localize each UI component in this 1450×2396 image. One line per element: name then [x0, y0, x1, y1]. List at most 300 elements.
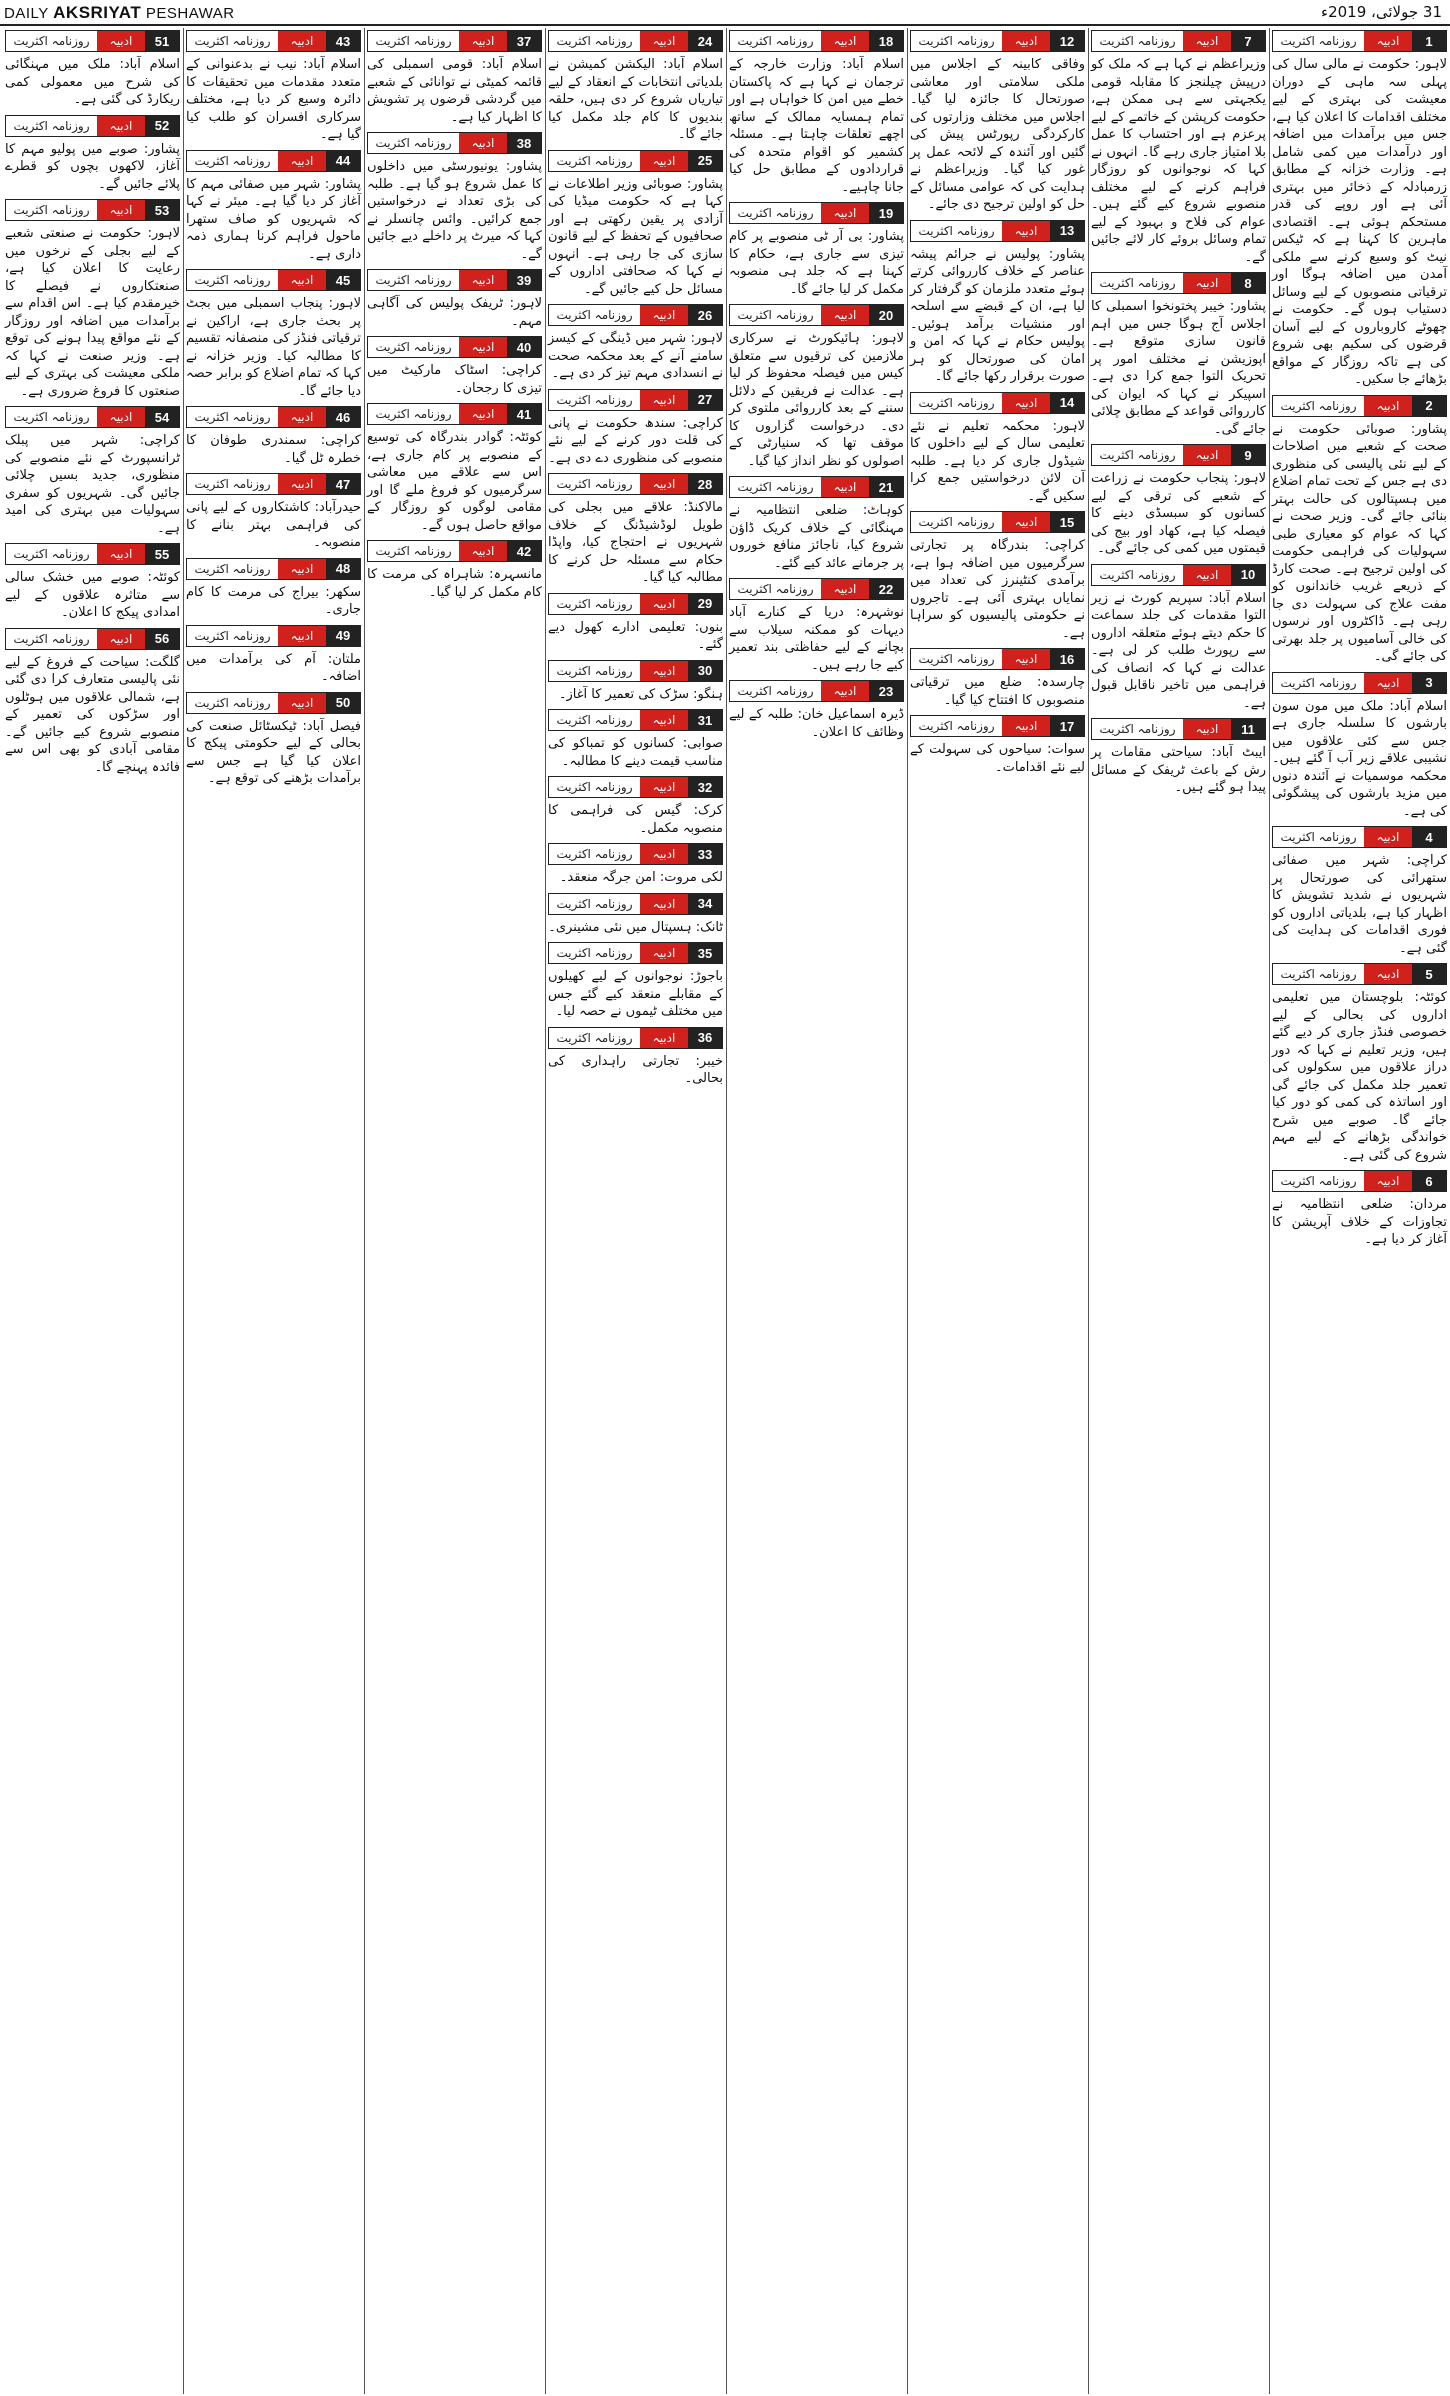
- news-item: [910, 392, 1085, 506]
- news-item-header: [5, 628, 180, 650]
- item-number: 29: [688, 594, 722, 614]
- publication-label: روزنامہ اکثریت: [1092, 31, 1183, 51]
- news-item: [5, 115, 180, 194]
- section-tag: ادبیہ: [640, 844, 688, 864]
- item-number: 3: [1412, 673, 1446, 693]
- news-item: [729, 304, 904, 470]
- news-item: [548, 150, 723, 299]
- news-item-header: [910, 220, 1085, 242]
- news-text: کراچی: بندرگاہ پر تجارتی سرگرمیوں میں اضافہ ہوا ہے، برآمدی کنٹینرز کی تعداد میں نمایاں بہتری آئی ہے۔ تاجروں نے حکومتی پالیسیوں کو سراہا ہے۔: [910, 538, 1085, 641]
- news-item: [186, 406, 361, 467]
- news-item-header: [729, 680, 904, 702]
- item-number: 24: [688, 31, 722, 51]
- section-tag: ادبیہ: [640, 710, 688, 730]
- news-item-header: [1091, 718, 1266, 740]
- news-item: [5, 628, 180, 777]
- news-text: ایبٹ آباد: سیاحتی مقامات پر رش کے باعث ٹریفک کے مسائل پیدا ہو گئے ہیں۔: [1091, 745, 1266, 795]
- news-text: لاہور: پنجاب حکومت نے زراعت کے شعبے کی ترقی کے لیے کسانوں کو سبسڈی دینے کا فیصلہ کیا ہے، کھاد اور بیج کی قیمتوں میں کمی کی جائے گی۔: [1091, 471, 1266, 556]
- publication-label: روزنامہ اکثریت: [549, 390, 640, 410]
- news-text: ٹانک: ہسپتال میں نئی مشینری۔: [548, 919, 723, 935]
- news-item: [186, 30, 361, 144]
- news-text: کراچی: سندھ حکومت نے پانی کی قلت دور کرنے کے لیے نئے منصوبے کی منظوری دے دی ہے۔: [548, 415, 723, 466]
- news-text: مالاکنڈ: علاقے میں بجلی کی طویل لوڈشیڈنگ کے خلاف شہریوں نے احتجاج کیا، واپڈا حکام سے مسئلہ حل کرنے کا مطالبہ کیا گیا۔: [548, 500, 723, 585]
- section-tag: ادبیہ: [1364, 1171, 1412, 1191]
- section-tag: ادبیہ: [97, 200, 145, 220]
- news-text: اسلام آباد: الیکشن کمیشن نے بلدیاتی انتخابات کے انعقاد کے لیے تیاریاں شروع کر دی ہیں، حلقہ بندیوں کا کام جلد مکمل کیا جائے گا۔: [548, 57, 723, 142]
- news-text: پشاور: صوبائی وزیر اطلاعات نے کہا ہے کہ حکومت میڈیا کی آزادی پر یقین رکھتی ہے اور صحافیوں کے تحفظ کے لیے قانون سازی کی جا رہی ہے۔ انہوں نے کہا کہ صحافتی اداروں کے مسائل حل کیے جائیں گے۔: [548, 176, 723, 297]
- item-number: 27: [688, 390, 722, 410]
- news-text: اسلام آباد: ملک میں مہنگائی کی شرح میں معمولی کمی ریکارڈ کی گئی ہے۔: [5, 57, 180, 107]
- section-tag: ادبیہ: [97, 544, 145, 564]
- item-number: 17: [1050, 716, 1084, 736]
- column-divider: [1088, 28, 1089, 2394]
- section-tag: ادبیہ: [1183, 565, 1231, 585]
- news-text: سکھر: بیراج کی مرمت کا کام جاری۔: [186, 584, 361, 617]
- news-item-header: [910, 511, 1085, 533]
- item-number: 31: [688, 710, 722, 730]
- news-item-header: [548, 942, 723, 964]
- masthead-city: PESHAWAR: [145, 5, 235, 22]
- news-item-header: [186, 692, 361, 714]
- item-number: 18: [869, 31, 903, 51]
- news-item-header: [186, 625, 361, 647]
- publication-label: روزنامہ اکثریت: [368, 270, 459, 290]
- section-tag: ادبیہ: [821, 203, 869, 223]
- section-tag: ادبیہ: [1183, 445, 1231, 465]
- news-item: [1272, 30, 1447, 389]
- news-item-header: [186, 558, 361, 580]
- publication-label: روزنامہ اکثریت: [368, 31, 459, 51]
- news-text: لکی مروت: امن جرگہ منعقد۔: [559, 870, 723, 885]
- publication-label: روزنامہ اکثریت: [1092, 273, 1183, 293]
- news-text: لاہور: حکومت نے مالی سال کی پہلی سہ ماہی کے دوران معیشت کی بہتری کے لیے مختلف اقدامات کا اعلان کیا ہے، جس میں برآمدات میں اضافہ اور درآمدات میں کمی شامل ہے۔ وزارت خزانہ کے مطابق زرمبادلہ کے ذخائر میں بہتری آئی ہے اور روپے کی قدر مستحکم ہوئی ہے۔ اقتصادی ماہرین کا کہنا ہے کہ ٹیکس نیٹ کو وسیع کرنے سے ملکی آمدن میں اضافہ ہوگا اور ترقیاتی منصوبوں کے لیے وسائل دستیاب ہوں گے۔ حکومت نے چھوٹے کاروباروں کے لیے آسان قرضوں کی سکیم بھی شروع کی ہے تاکہ روزگار کے مواقع بڑھائے جا سکیں۔: [1272, 57, 1447, 387]
- publication-label: روزنامہ اکثریت: [730, 477, 821, 497]
- news-column: [1088, 28, 1269, 2394]
- publication-label: روزنامہ اکثریت: [730, 31, 821, 51]
- section-tag: ادبیہ: [640, 151, 688, 171]
- publication-label: روزنامہ اکثریت: [6, 544, 97, 564]
- masthead-title: [4, 3, 235, 23]
- news-item-header: [186, 150, 361, 172]
- publication-label: روزنامہ اکثریت: [549, 777, 640, 797]
- masthead-daily: DAILY: [4, 5, 49, 22]
- news-text: پشاور: صوبے میں پولیو مہم کا آغاز، لاکھوں بچوں کو قطرے پلائے جائیں گے۔: [5, 141, 180, 192]
- news-item: [1272, 395, 1447, 666]
- news-text: کراچی: اسٹاک مارکیٹ میں تیزی کا رجحان۔: [367, 363, 542, 396]
- item-number: 4: [1412, 827, 1446, 847]
- news-item-header: [910, 648, 1085, 670]
- news-item: [186, 269, 361, 400]
- news-item-header: [548, 304, 723, 326]
- news-item-header: [5, 543, 180, 565]
- news-item-header: [1272, 826, 1447, 848]
- news-item: [548, 942, 723, 1021]
- news-item-header: [367, 336, 542, 358]
- news-text: اسلام آباد: وزارت خارجہ کے ترجمان نے کہا ہے کہ پاکستان خطے میں امن کا خواہاں ہے اور تمام ہمسایہ ممالک کے ساتھ اچھے تعلقات چاہتا ہے۔ مسئلہ کشمیر کو اقوام متحدہ کی قراردادوں کے مطابق حل کیا جانا چاہیے۔: [729, 57, 904, 195]
- section-tag: ادبیہ: [640, 31, 688, 51]
- item-number: 8: [1231, 273, 1265, 293]
- column-divider: [907, 28, 908, 2394]
- publication-label: روزنامہ اکثریت: [187, 407, 278, 427]
- news-item-header: [186, 406, 361, 428]
- news-text: پشاور: پولیس نے جرائم پیشہ عناصر کے خلاف کارروائی کرتے ہوئے متعدد ملزمان کو گرفتار کر لیا ہے، ان کے قبضے سے اسلحہ اور منشیات برآمد ہوئیں۔ پولیس حکام نے کہا کہ امن و امان کی صورتحال کو ہر صورت برقرار رکھا جائے گا۔: [910, 246, 1085, 384]
- item-number: 20: [869, 305, 903, 325]
- news-column: [364, 28, 545, 2394]
- news-text: وزیراعظم نے کہا ہے کہ ملک کو درپیش چیلنجز کا مقابلہ قومی یکجہتی سے ہی ممکن ہے، حکومت کرپشن کے خاتمے کے لیے پرعزم ہے اور احتساب کا عمل بلا امتیاز جاری رہے گا۔ انہوں نے کہا کہ نوجوانوں کو روزگار فراہم کرنے کے لیے مختلف منصوبے شروع کیے گئے ہیں۔ عوام کی فلاح و بہبود کے لیے تمام وسائل بروئے کار لائے جائیں گے۔: [1091, 57, 1266, 265]
- news-item-header: [548, 893, 723, 915]
- section-tag: ادبیہ: [459, 270, 507, 290]
- item-number: 51: [145, 31, 179, 51]
- section-tag: ادبیہ: [278, 559, 326, 579]
- news-text: کوئٹہ: صوبے میں خشک سالی سے متاثرہ علاقوں کے لیے امدادی پیکج کا اعلان۔: [5, 570, 180, 620]
- news-item: [186, 473, 361, 552]
- news-text: کوہاٹ: ضلعی انتظامیہ نے مہنگائی کے خلاف کریک ڈاؤن شروع کیا، ناجائز منافع خوروں پر جرمانے عائد کیے گئے۔: [729, 503, 904, 571]
- publication-label: روزنامہ اکثریت: [549, 31, 640, 51]
- item-number: 35: [688, 943, 722, 963]
- news-item-header: [910, 30, 1085, 52]
- news-text: پشاور: خیبر پختونخوا اسمبلی کا اجلاس آج ہوگا جس میں اہم قانون سازی متوقع ہے۔ اپوزیشن نے مختلف امور پر تحریک التوا جمع کرا دی ہے۔ اسپیکر نے کہا کہ ایوان کی کارروائی قواعد کے مطابق چلائی جائے گی۔: [1091, 299, 1266, 437]
- column-divider: [545, 28, 546, 2394]
- news-text: پشاور: شہر میں صفائی مہم کا آغاز کر دیا گیا ہے۔ میئر نے کہا کہ شہریوں کو صاف ستھرا ماحول فراہم کرنا ہماری ذمہ داری ہے۔: [186, 176, 361, 262]
- news-item: [548, 473, 723, 587]
- section-tag: ادبیہ: [278, 270, 326, 290]
- news-item: [186, 150, 361, 264]
- news-item-header: [5, 115, 180, 137]
- news-text: باجوڑ: نوجوانوں کے لیے کھیلوں کے مقابلے منعقد کیے گئے جس میں مختلف ٹیموں نے حصہ لیا۔: [548, 969, 723, 1019]
- section-tag: ادبیہ: [1002, 512, 1050, 532]
- news-column: [726, 28, 907, 2394]
- item-number: 30: [688, 661, 722, 681]
- news-item-header: [5, 199, 180, 221]
- news-text: لاہور: محکمہ تعلیم نے نئے تعلیمی سال کے لیے داخلوں کا شیڈول جاری کر دیا ہے۔ طلبہ آن لائن درخواستیں جمع کرا سکیں گے۔: [910, 418, 1085, 504]
- news-text: لاہور: ہائیکورٹ نے سرکاری ملازمین کی ترقیوں سے متعلق کیس میں فیصلہ محفوظ کر لیا ہے۔ عدالت نے فریقین کے دلائل سننے کے بعد کارروائی ملتوی کر دی۔ درخواست گزاروں کا موقف تھا کہ سنیارٹی کے اصولوں کو نظر انداز کیا گیا۔: [729, 331, 904, 469]
- item-number: 46: [326, 407, 360, 427]
- news-item-header: [186, 269, 361, 291]
- publication-label: روزنامہ اکثریت: [911, 31, 1002, 51]
- news-text: حیدرآباد: کاشتکاروں کے لیے پانی کی فراہمی بہتر بنانے کا منصوبہ۔: [186, 500, 361, 550]
- news-item: [548, 709, 723, 770]
- news-text: لاہور: حکومت نے صنعتی شعبے کے لیے بجلی کے نرخوں میں رعایت کا اعلان کیا ہے، صنعتکاروں نے فیصلے کا خیرمقدم کیا ہے۔ اس اقدام سے برآمدات میں اضافہ اور روزگار کے نئے مواقع پیدا ہونے کی توقع ہے۔ وزیر صنعت نے کہا کہ ملکی معیشت کی بہتری کے لیے صنعتوں کا فروغ ضروری ہے۔: [5, 226, 180, 399]
- section-tag: ادبیہ: [640, 474, 688, 494]
- publication-label: روزنامہ اکثریت: [6, 200, 97, 220]
- item-number: 43: [326, 31, 360, 51]
- section-tag: ادبیہ: [278, 31, 326, 51]
- item-number: 42: [507, 541, 541, 561]
- news-item-header: [186, 473, 361, 495]
- item-number: 1: [1412, 31, 1446, 51]
- publication-label: روزنامہ اکثریت: [1273, 673, 1364, 693]
- section-tag: ادبیہ: [278, 693, 326, 713]
- news-text: سوات: سیاحوں کی سہولت کے لیے نئے اقدامات۔: [910, 742, 1085, 775]
- news-text: گلگت: سیاحت کے فروغ کے لیے نئی پالیسی متعارف کرا دی گئی ہے، شمالی علاقوں میں ہوٹلوں اور سڑکوں کی تعمیر کے منصوبے شروع کیے جائیں گے۔ مقامی آبادی کو بھی اس سے فائدہ پہنچے گا۔: [5, 654, 180, 775]
- news-item: [548, 776, 723, 837]
- item-number: 50: [326, 693, 360, 713]
- news-item: [910, 715, 1085, 776]
- section-tag: ادبیہ: [1002, 649, 1050, 669]
- publication-label: روزنامہ اکثریت: [911, 221, 1002, 241]
- section-tag: ادبیہ: [1364, 396, 1412, 416]
- news-item: [1091, 30, 1266, 266]
- news-text: نوشہرہ: دریا کے کنارے آباد دیہات کو ممکنہ سیلاب سے بچانے کے لیے حفاظتی بند تعمیر کیے جا رہے ہیں۔: [729, 605, 904, 673]
- publication-label: روزنامہ اکثریت: [187, 693, 278, 713]
- news-item: [5, 30, 180, 109]
- column-divider: [364, 28, 365, 2394]
- publication-label: روزنامہ اکثریت: [1273, 1171, 1364, 1191]
- news-item: [367, 132, 542, 263]
- section-tag: ادبیہ: [459, 404, 507, 424]
- section-tag: ادبیہ: [1183, 273, 1231, 293]
- section-tag: ادبیہ: [1364, 673, 1412, 693]
- news-item-header: [186, 30, 361, 52]
- section-tag: ادبیہ: [821, 31, 869, 51]
- news-item: [910, 511, 1085, 642]
- section-tag: ادبیہ: [640, 305, 688, 325]
- section-tag: ادبیہ: [640, 894, 688, 914]
- item-number: 15: [1050, 512, 1084, 532]
- publication-label: روزنامہ اکثریت: [187, 626, 278, 646]
- news-item: [186, 625, 361, 686]
- section-tag: ادبیہ: [278, 151, 326, 171]
- news-text: مردان: ضلعی انتظامیہ نے تجاوزات کے خلاف آپریشن کا آغاز کر دیا ہے۔: [1272, 1197, 1447, 1247]
- item-number: 2: [1412, 396, 1446, 416]
- item-number: 54: [145, 407, 179, 427]
- news-item: [729, 202, 904, 298]
- publication-label: روزنامہ اکثریت: [187, 31, 278, 51]
- news-text: بنوں: تعلیمی ادارے کھول دیے گئے۔: [548, 619, 723, 652]
- news-text: وفاقی کابینہ کے اجلاس میں ملکی سلامتی اور معاشی صورتحال کا جائزہ لیا گیا۔ اجلاس میں مختلف وزارتوں کی کارکردگی رپورٹس پیش کی گئیں اور آئندہ کے لائحہ عمل پر غور کیا گیا۔ وزیراعظم نے ہدایت کی کہ عوامی مسائل کے حل کو اولین ترجیح دی جائے۔: [910, 57, 1085, 212]
- news-item-header: [5, 406, 180, 428]
- news-text: چارسدہ: ضلع میں ترقیاتی منصوبوں کا افتتاح کیا گیا۔: [910, 675, 1085, 708]
- section-tag: ادبیہ: [459, 541, 507, 561]
- publication-label: روزنامہ اکثریت: [549, 661, 640, 681]
- news-text: اسلام آباد: ملک میں مون سون بارشوں کا سلسلہ جاری ہے جس سے کئی علاقوں میں نشیبی علاقے زیر آب آ گئے ہیں۔ محکمہ موسمیات نے آئندہ دنوں میں مزید بارشوں کی پیشگوئی کی ہے۔: [1272, 698, 1447, 819]
- item-number: 19: [869, 203, 903, 223]
- item-number: 12: [1050, 31, 1084, 51]
- news-item: [548, 304, 723, 383]
- news-text: لاہور: ٹریفک پولیس کی آگاہی مہم۔: [367, 296, 542, 329]
- item-number: 47: [326, 474, 360, 494]
- news-item-header: [1272, 672, 1447, 694]
- section-tag: ادبیہ: [459, 31, 507, 51]
- item-number: 26: [688, 305, 722, 325]
- news-item-header: [548, 1027, 723, 1049]
- news-item: [5, 199, 180, 400]
- masthead-name: AKSRIYAT: [53, 3, 142, 22]
- section-tag: ادبیہ: [640, 777, 688, 797]
- news-item-header: [1272, 395, 1447, 417]
- item-number: 52: [145, 116, 179, 136]
- section-tag: ادبیہ: [97, 31, 145, 51]
- publication-label: روزنامہ اکثریت: [6, 116, 97, 136]
- item-number: 16: [1050, 649, 1084, 669]
- section-tag: ادبیہ: [821, 681, 869, 701]
- news-item-header: [729, 30, 904, 52]
- news-text: کراچی: شہر میں پبلک ٹرانسپورٹ کے نئے منصوبے کی منظوری، جدید بسیں چلائی جائیں گی۔ شہریوں کو سفری سہولیات میں بہتری کی امید ہے۔: [5, 433, 180, 536]
- news-text: صوابی: کسانوں کو تمباکو کی مناسب قیمت دینے کا مطالبہ۔: [548, 736, 723, 769]
- news-item-header: [5, 30, 180, 52]
- item-number: 7: [1231, 31, 1265, 51]
- publication-label: روزنامہ اکثریت: [549, 894, 640, 914]
- news-item: [910, 648, 1085, 709]
- publication-label: روزنامہ اکثریت: [187, 559, 278, 579]
- item-number: 9: [1231, 445, 1265, 465]
- publication-label: روزنامہ اکثریت: [1092, 565, 1183, 585]
- section-tag: ادبیہ: [640, 943, 688, 963]
- publication-label: روزنامہ اکثریت: [549, 594, 640, 614]
- news-text: پشاور: صوبائی حکومت نے صحت کے شعبے میں اصلاحات کے لیے نئی پالیسی کی منظوری دی ہے جس کے تحت تمام اضلاع میں ہسپتالوں کی حالت بہتر بنائی جائے گی۔ وزیر صحت نے کہا کہ عوام کو معیاری طبی سہولیات کی فراہمی حکومت کی اولین ترجیح ہے۔ صحت کارڈ کے ذریعے غریب خاندانوں کو مفت علاج کی سہولت دی جا رہی ہے۔ ڈاکٹروں اور نرسوں کی خالی آسامیوں پر جلد بھرتی کی جائے گی۔: [1272, 421, 1447, 664]
- news-text: فیصل آباد: ٹیکسٹائل صنعت کی بحالی کے لیے حکومتی پیکج کا اعلان کیا گیا ہے جس سے برآمدات بڑھنے کی توقع ہے۔: [186, 718, 361, 786]
- item-number: 41: [507, 404, 541, 424]
- section-tag: ادبیہ: [640, 594, 688, 614]
- news-item: [5, 543, 180, 622]
- item-number: 14: [1050, 393, 1084, 413]
- news-column: [1269, 28, 1450, 2394]
- news-item-header: [367, 30, 542, 52]
- news-item: [367, 336, 542, 397]
- section-tag: ادبیہ: [97, 629, 145, 649]
- publication-label: روزنامہ اکثریت: [549, 844, 640, 864]
- news-item: [548, 389, 723, 468]
- news-text: پشاور: یونیورسٹی میں داخلوں کا عمل شروع ہو گیا ہے۔ طلبہ کی بڑی تعداد نے درخواستیں جمع کرائیں۔ وائس چانسلر نے کہا کہ میرٹ پر داخلے دیے جائیں گے۔: [367, 159, 542, 262]
- news-item: [1091, 564, 1266, 713]
- news-text: لاہور: شہر میں ڈینگی کے کیسز سامنے آنے کے بعد محکمہ صحت نے انسدادی مہم تیز کر دی ہے۔: [548, 331, 723, 381]
- news-text: پشاور: بی آر ٹی منصوبے پر کام تیزی سے جاری ہے، حکام کا کہنا ہے کہ جلد ہی منصوبہ مکمل کر لیا جائے گا۔: [729, 229, 904, 297]
- section-tag: ادبیہ: [821, 477, 869, 497]
- item-number: 53: [145, 200, 179, 220]
- publication-label: روزنامہ اکثریت: [911, 649, 1002, 669]
- column-divider: [1269, 28, 1270, 2394]
- item-number: 39: [507, 270, 541, 290]
- news-text: اسلام آباد: نیب نے بدعنوانی کے متعدد مقدمات میں تحقیقات کا دائرہ وسیع کر دیا ہے، مختلف سرکاری افسران کو طلب کیا گیا ہے۔: [186, 57, 361, 142]
- news-item-header: [548, 389, 723, 411]
- news-item-header: [548, 660, 723, 682]
- item-number: 6: [1412, 1171, 1446, 1191]
- section-tag: ادبیہ: [1183, 719, 1231, 739]
- news-item-header: [548, 843, 723, 865]
- news-item-header: [367, 540, 542, 562]
- news-item: [1272, 826, 1447, 957]
- publication-label: روزنامہ اکثریت: [1273, 31, 1364, 51]
- news-text: کرک: گیس کی فراہمی کا منصوبہ مکمل۔: [548, 803, 723, 836]
- news-item: [1272, 1170, 1447, 1249]
- publication-label: روزنامہ اکثریت: [368, 541, 459, 561]
- item-number: 55: [145, 544, 179, 564]
- news-item-header: [367, 403, 542, 425]
- section-tag: ادبیہ: [821, 305, 869, 325]
- section-tag: ادبیہ: [1002, 716, 1050, 736]
- publication-label: روزنامہ اکثریت: [368, 133, 459, 153]
- item-number: 37: [507, 31, 541, 51]
- masthead-date: 31 جولائی، 2019ء: [1321, 3, 1442, 21]
- news-item-header: [548, 30, 723, 52]
- publication-label: روزنامہ اکثریت: [730, 579, 821, 599]
- news-text: لاہور: پنجاب اسمبلی میں بجٹ پر بحث جاری ہے، اراکین نے ترقیاتی فنڈز کی منصفانہ تقسیم کا مطالبہ کیا۔ وزیر خزانہ نے کہا کہ تمام اضلاع کو برابر حصہ دیا جائے گا۔: [186, 296, 361, 399]
- news-item: [910, 30, 1085, 214]
- news-item-header: [729, 202, 904, 224]
- news-column: [2, 28, 183, 2394]
- news-column: [183, 28, 364, 2394]
- news-item: [729, 680, 904, 741]
- item-number: 5: [1412, 964, 1446, 984]
- news-item: [548, 30, 723, 144]
- masthead: [0, 0, 1450, 26]
- item-number: 25: [688, 151, 722, 171]
- news-item-header: [1091, 564, 1266, 586]
- news-item: [548, 660, 723, 704]
- news-item-header: [548, 150, 723, 172]
- news-item-header: [1272, 30, 1447, 52]
- publication-label: روزنامہ اکثریت: [6, 407, 97, 427]
- publication-label: روزنامہ اکثریت: [1092, 719, 1183, 739]
- news-item: [1272, 672, 1447, 821]
- publication-label: روزنامہ اکثریت: [549, 151, 640, 171]
- news-item: [729, 30, 904, 196]
- section-tag: ادبیہ: [278, 626, 326, 646]
- item-number: 21: [869, 477, 903, 497]
- news-text: ہنگو: سڑک کی تعمیر کا آغاز۔: [558, 686, 723, 702]
- item-number: 49: [326, 626, 360, 646]
- item-number: 56: [145, 629, 179, 649]
- news-text: مانسہرہ: شاہراہ کی مرمت کا کام مکمل کر لیا گیا۔: [367, 567, 542, 600]
- news-item-header: [367, 269, 542, 291]
- news-text: کوئٹہ: بلوچستان میں تعلیمی اداروں کی بحالی کے لیے خصوصی فنڈز جاری کر دیے گئے ہیں، وزیر تعلیم نے کہا کہ دور دراز علاقوں میں سکولوں کی تعمیر جلد مکمل کی جائے گی اور اساتذہ کی کمی کو دور کیا جائے گا۔ صوبے میں شرح خواندگی بڑھانے کے لیے مہم شروع کی گئی ہے۔: [1272, 990, 1447, 1163]
- item-number: 34: [688, 894, 722, 914]
- news-item: [5, 406, 180, 537]
- publication-label: روزنامہ اکثریت: [549, 1028, 640, 1048]
- news-item: [367, 403, 542, 534]
- item-number: 44: [326, 151, 360, 171]
- news-text: ڈیرہ اسماعیل خان: طلبہ کے لیے وظائف کا اعلان۔: [729, 707, 904, 740]
- news-item: [367, 30, 542, 126]
- section-tag: ادبیہ: [640, 1028, 688, 1048]
- news-item-header: [367, 132, 542, 154]
- news-item: [729, 578, 904, 674]
- section-tag: ادبیہ: [1002, 393, 1050, 413]
- publication-label: روزنامہ اکثریت: [549, 305, 640, 325]
- publication-label: روزنامہ اکثریت: [911, 393, 1002, 413]
- news-item-header: [729, 304, 904, 326]
- section-tag: ادبیہ: [821, 579, 869, 599]
- section-tag: ادبیہ: [1364, 827, 1412, 847]
- news-item: [1091, 444, 1266, 558]
- publication-label: روزنامہ اکثریت: [730, 203, 821, 223]
- publication-label: روزنامہ اکثریت: [549, 943, 640, 963]
- news-item: [186, 558, 361, 619]
- section-tag: ادبیہ: [97, 116, 145, 136]
- news-item-header: [548, 593, 723, 615]
- publication-label: روزنامہ اکثریت: [187, 151, 278, 171]
- news-text: کوئٹہ: گوادر بندرگاہ کی توسیع کے منصوبے پر کام جاری ہے، اس سے علاقے میں معاشی سرگرمیوں کو فروغ ملے گا اور مقامی لوگوں کو روزگار کے مواقع حاصل ہوں گے۔: [367, 430, 542, 533]
- publication-label: روزنامہ اکثریت: [730, 681, 821, 701]
- section-tag: ادبیہ: [1002, 31, 1050, 51]
- news-item-header: [729, 476, 904, 498]
- news-item: [1091, 272, 1266, 438]
- news-item: [367, 540, 542, 601]
- news-item: [548, 1027, 723, 1088]
- news-column: [907, 28, 1088, 2394]
- section-tag: ادبیہ: [1002, 221, 1050, 241]
- section-tag: ادبیہ: [640, 661, 688, 681]
- item-number: 40: [507, 337, 541, 357]
- news-item-header: [1272, 1170, 1447, 1192]
- publication-label: روزنامہ اکثریت: [368, 337, 459, 357]
- item-number: 23: [869, 681, 903, 701]
- section-tag: ادبیہ: [1183, 31, 1231, 51]
- news-item: [548, 893, 723, 937]
- item-number: 11: [1231, 719, 1265, 739]
- news-text: اسلام آباد: سپریم کورٹ نے زیر التوا مقدمات کی جلد سماعت کا حکم دیتے ہوئے متعلقہ اداروں سے رپورٹ طلب کر لی ہے۔ عدالت نے کہا کہ انصاف کی فراہمی میں تاخیر ناقابل قبول ہے۔: [1091, 590, 1266, 711]
- news-text: اسلام آباد: قومی اسمبلی کی قائمہ کمیٹی نے توانائی کے شعبے میں گردشی قرضوں پر تشویش کا اظہار کیا ہے۔: [367, 57, 542, 125]
